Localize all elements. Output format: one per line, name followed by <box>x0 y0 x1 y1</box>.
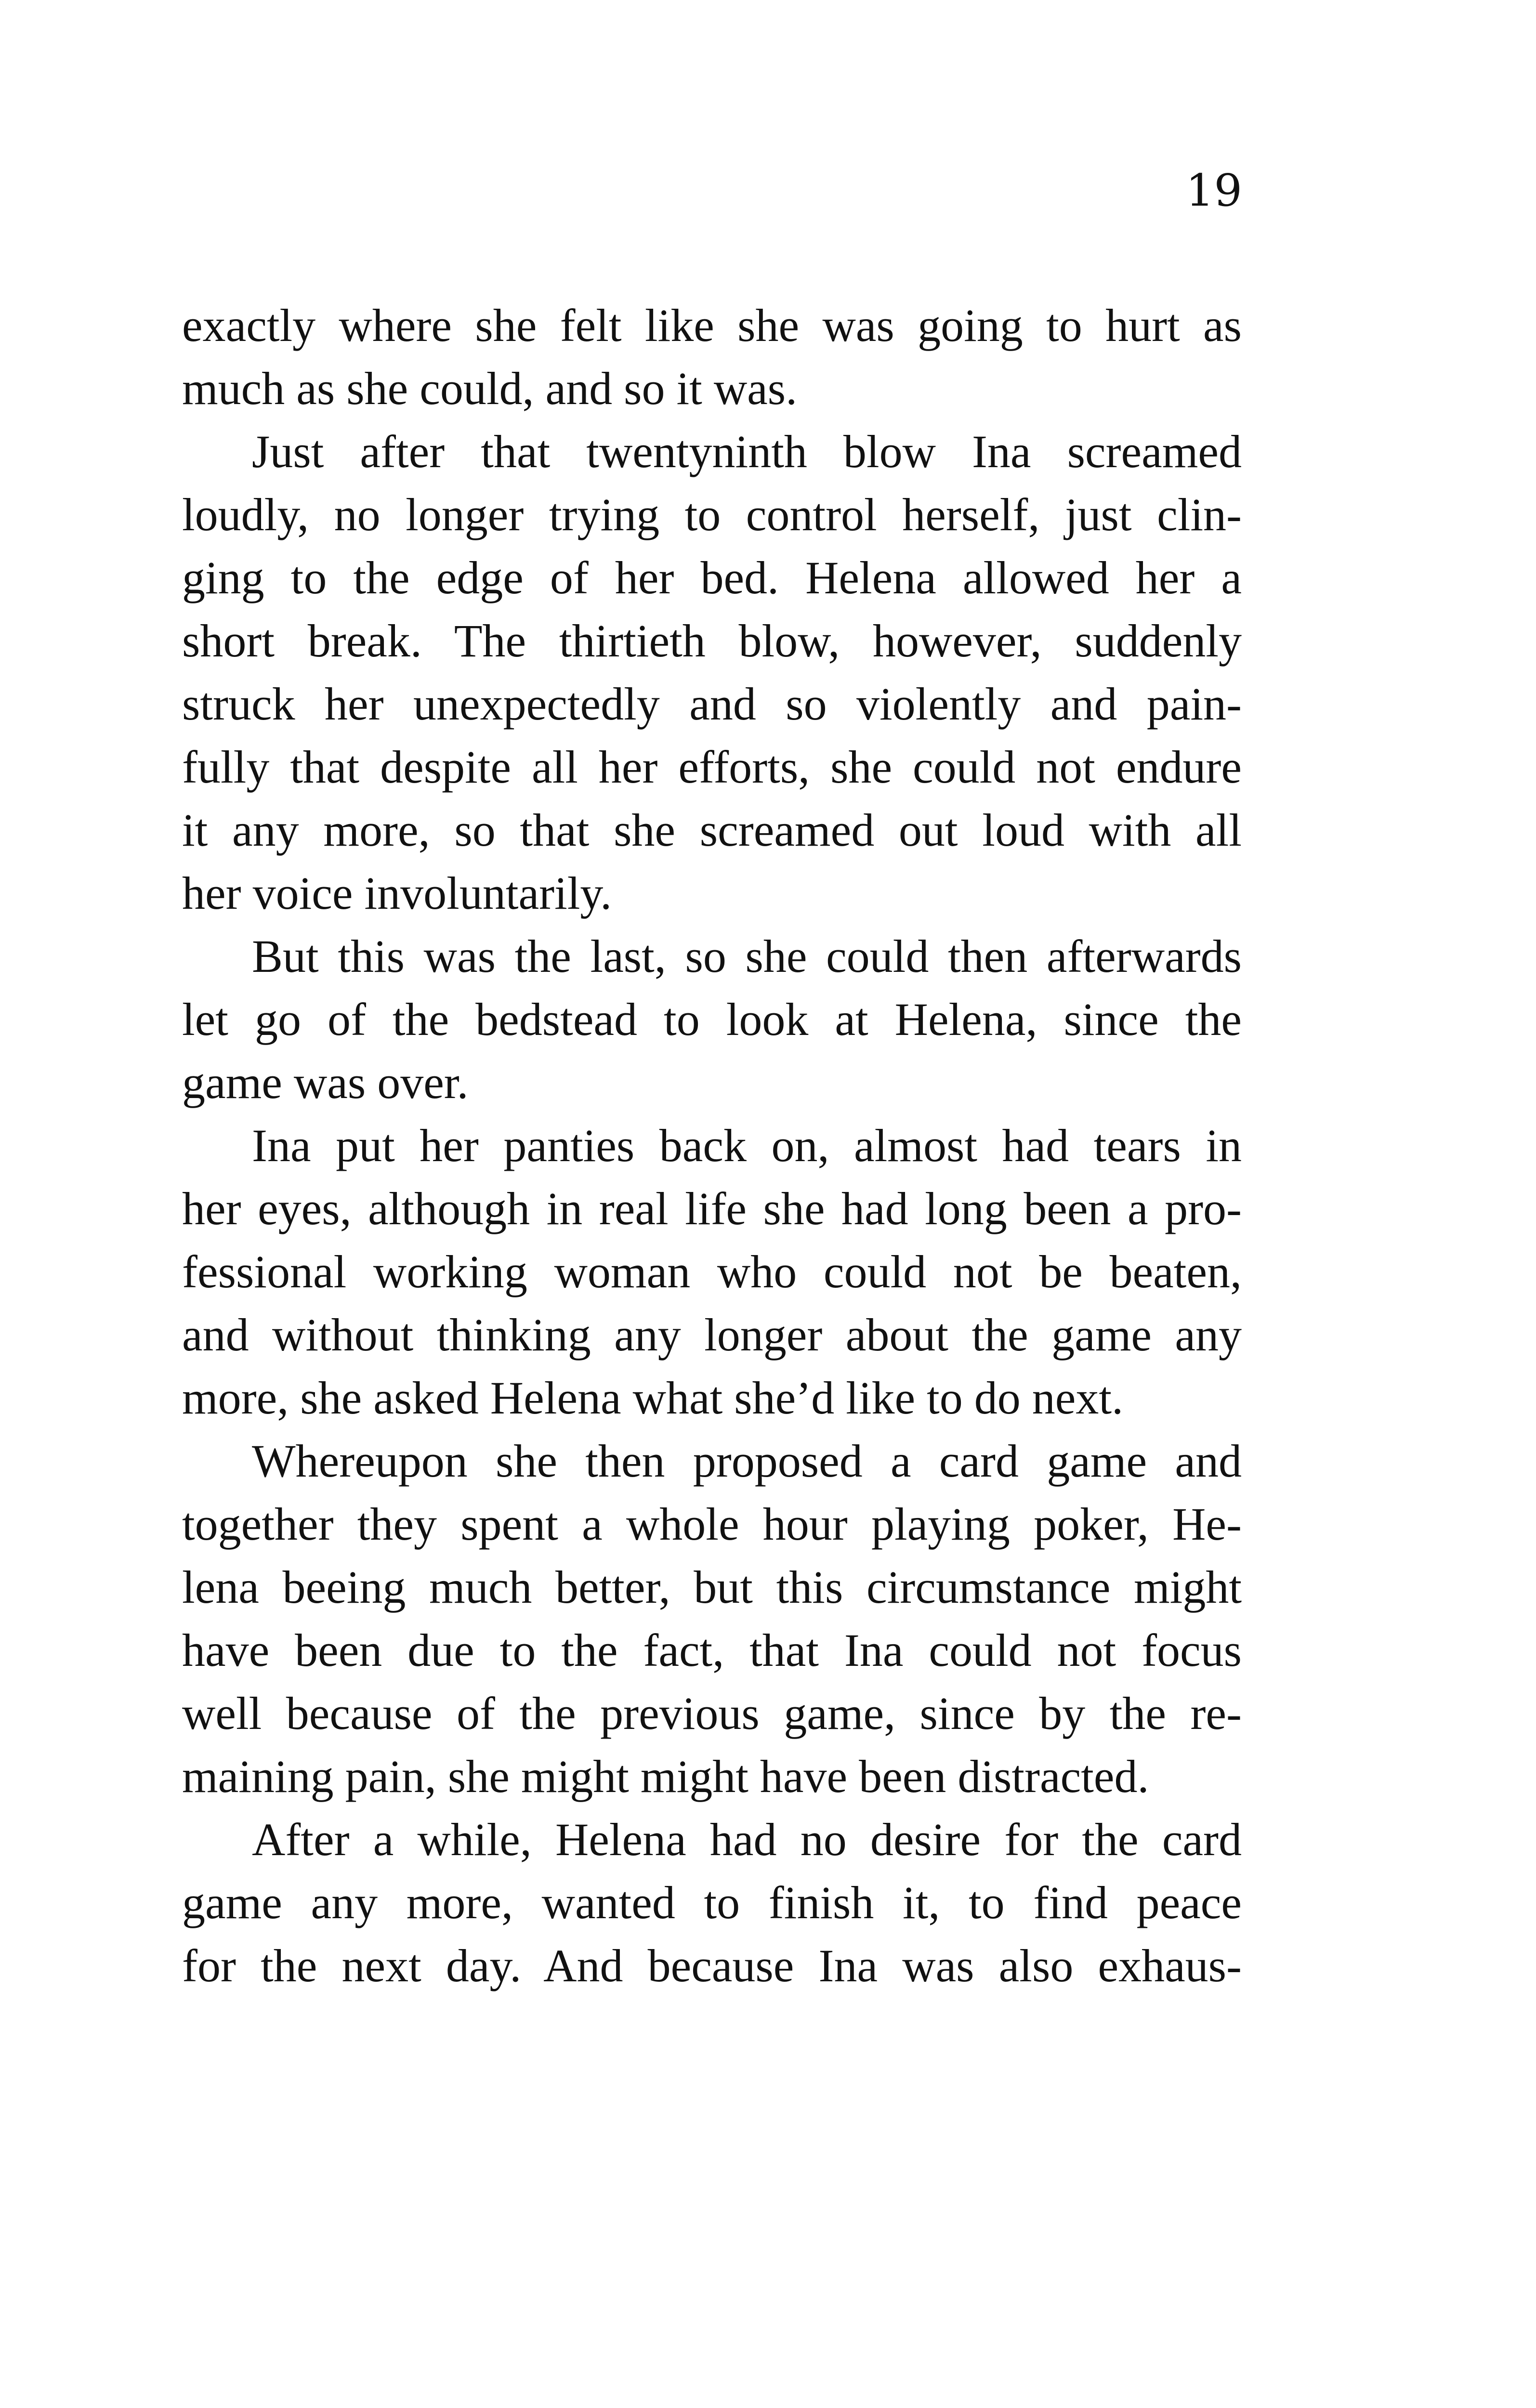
text-line: fully that despite all her efforts, she could not endure <box>182 741 1242 793</box>
text-line: short break. The thirtieth blow, however, suddenly <box>182 615 1242 667</box>
text-line: more, she asked Helena what she’d like to do next. <box>182 1372 1124 1424</box>
paragraph <box>182 1808 1242 1997</box>
text-line: game was over. <box>182 1057 469 1108</box>
text-line: loudly, no longer trying to control herself, just clin- <box>182 489 1242 540</box>
paragraph <box>182 1429 1242 1808</box>
text-line: her eyes, although in real life she had long been a pro- <box>182 1183 1242 1234</box>
text-line: ging to the edge of her bed. Helena allowed her a <box>182 552 1242 603</box>
text-line: game any more, wanted to finish it, to find peace <box>182 1877 1242 1928</box>
text-line: But this was the last, so she could then afterwards <box>252 930 1242 982</box>
text-line: Whereupon she then proposed a card game and <box>252 1435 1242 1487</box>
text-line: together they spent a whole hour playing poker, He- <box>182 1498 1242 1550</box>
text-line: her voice involuntarily. <box>182 867 612 919</box>
text-line: Ina put her panties back on, almost had tears in <box>252 1120 1242 1171</box>
text-line: After a while, Helena had no desire for the card <box>252 1814 1242 1865</box>
paragraph <box>182 420 1242 925</box>
text-line: for the next day. And because Ina was also exhaus- <box>182 1940 1242 1991</box>
text-line: exactly where she felt like she was going to hurt as <box>182 300 1242 351</box>
text-line: let go of the bedstead to look at Helena, since the <box>182 994 1242 1045</box>
text-line: well because of the previous game, since by the re- <box>182 1688 1242 1739</box>
text-line: lena beeing much better, but this circumstance might <box>182 1561 1242 1613</box>
text-line: maining pain, she might might have been distracted. <box>182 1751 1149 1802</box>
text-line: struck her unexpectedly and so violently and pain- <box>182 678 1242 730</box>
paragraph <box>182 925 1242 1114</box>
page-number: 19 <box>1185 165 1242 216</box>
paragraph <box>182 1114 1242 1429</box>
paragraph <box>182 294 1242 420</box>
text-line: it any more, so that she screamed out loud with all <box>182 804 1242 856</box>
body-text <box>182 294 1242 1997</box>
text-line: and without thinking any longer about the game any <box>182 1309 1242 1361</box>
text-line: fessional working woman who could not be beaten, <box>182 1246 1242 1297</box>
text-line: have been due to the fact, that Ina could not focus <box>182 1624 1242 1676</box>
text-line: much as she could, and so it was. <box>182 363 798 414</box>
text-line: Just after that twentyninth blow Ina screamed <box>252 426 1242 477</box>
